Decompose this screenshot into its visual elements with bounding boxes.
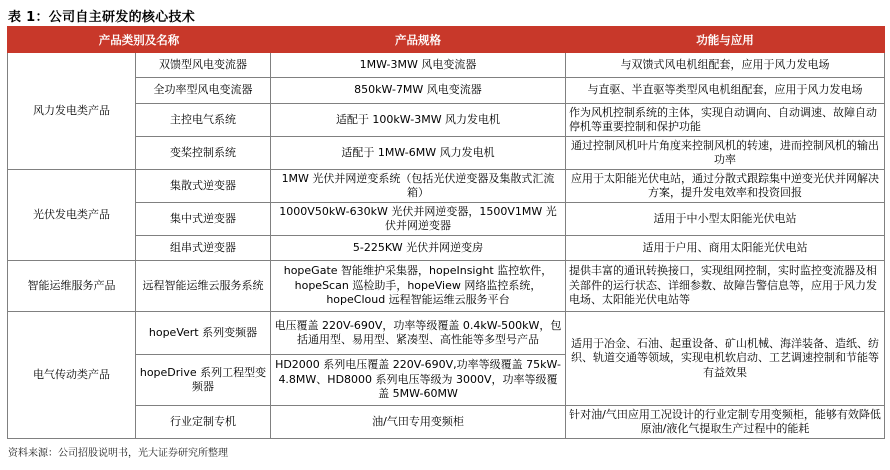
table-row: [8, 137, 885, 170]
spec-cell: 1MW-3MW 风电变流器: [271, 53, 566, 78]
spec-cell: 1000V50kW-630kW 光伏并网逆变器，1500V1MW 光伏并网逆变器: [271, 203, 566, 236]
product-name-cell: 集散式逆变器: [136, 170, 271, 203]
header-spec: 产品规格: [271, 27, 566, 53]
core-tech-table: [7, 26, 885, 439]
table-row: [8, 236, 885, 261]
header-function: 功能与应用: [566, 27, 885, 53]
product-name-cell: 主控电气系统: [136, 104, 271, 137]
table-header-row: [8, 27, 885, 53]
source-note: 资料来源：公司招股说明书，光大证券研究所整理: [8, 448, 228, 459]
product-name-cell: 集中式逆变器: [136, 203, 271, 236]
table-row: [8, 170, 885, 203]
product-name-cell: 组串式逆变器: [136, 236, 271, 261]
function-cell: 应用于太阳能光伏电站，通过分散式跟踪集中逆变光伏并网解决方案，提升发电效率和投资回报: [566, 170, 885, 203]
function-cell: 通过控制风机叶片角度来控制风机的转速，进而控制风机的输出功率: [566, 137, 885, 170]
category-cell: 智能运维服务产品: [8, 261, 136, 312]
spec-cell: 1MW 光伏并网逆变系统（包括光伏逆变器及集散式汇流箱）: [271, 170, 566, 203]
table-row: [8, 104, 885, 137]
spec-cell: HD2000 系列电压覆盖 220V-690V,功率等级覆盖 75kW-4.8MW、HD8000 系列电压等级为 3000V，功率等级覆盖 5MW-60MW: [271, 355, 566, 406]
table-row: [8, 203, 885, 236]
function-cell: 与直驱、半直驱等类型风电机组配套，应用于风力发电场: [566, 78, 885, 104]
function-cell: 适用于中小型太阳能光伏电站: [566, 203, 885, 236]
function-cell: 作为风机控制系统的主体，实现自动调向、自动调速、故障自动停机等重要控制和保护功能: [566, 104, 885, 137]
function-cell: 与双馈式风电机组配套，应用于风力发电场: [566, 53, 885, 78]
function-cell-merged: 适用于冶金、石油、起重设备、矿山机械、海洋装备、造纸、纺织、轨道交通等领域，实现电机软启动、工艺调速控制和节能等有益效果: [566, 312, 885, 406]
product-name-cell: 行业定制专机: [136, 406, 271, 439]
spec-cell: 适配于 100kW-3MW 风力发电机: [271, 104, 566, 137]
product-name-cell: hopeDrive 系列工程型变频器: [136, 355, 271, 406]
table-row: [8, 78, 885, 104]
category-cell: 光伏发电类产品: [8, 170, 136, 261]
category-cell: 风力发电类产品: [8, 53, 136, 170]
table-title: 表 1：公司自主研发的核心技术: [8, 10, 196, 25]
table-row: [8, 312, 885, 355]
table-row: [8, 53, 885, 78]
spec-cell: 电压覆盖 220V-690V，功率等级覆盖 0.4kW-500kW，包括通用型、易用型、紧凑型、高性能等多型号产品: [271, 312, 566, 355]
spec-cell: 5-225KW 光伏并网逆变房: [271, 236, 566, 261]
header-category: 产品类别及名称: [8, 27, 271, 53]
function-cell: 针对油/气田应用工况设计的行业定制专用变频柜，能够有效降低原油/液化气提取生产过程中的能耗: [566, 406, 885, 439]
spec-cell: 油/气田专用变频柜: [271, 406, 566, 439]
function-cell: 适用于户用、商用太阳能光伏电站: [566, 236, 885, 261]
category-cell: 电气传动类产品: [8, 312, 136, 439]
spec-cell: 适配于 1MW-6MW 风力发电机: [271, 137, 566, 170]
table-row: [8, 261, 885, 312]
table-row: [8, 406, 885, 439]
product-name-cell: 双馈型风电变流器: [136, 53, 271, 78]
function-cell: 提供丰富的通讯转换接口，实现组网控制，实时监控变流器及相关部件的运行状态、详细参数、故障告警信息等，应用于风力发电场、太阳能光伏电站等: [566, 261, 885, 312]
spec-cell: 850kW-7MW 风电变流器: [271, 78, 566, 104]
product-name-cell: 全功率型风电变流器: [136, 78, 271, 104]
product-name-cell: 远程智能运维云服务系统: [136, 261, 271, 312]
product-name-cell: 变桨控制系统: [136, 137, 271, 170]
product-name-cell: hopeVert 系列变频器: [136, 312, 271, 355]
spec-cell: hopeGate 智能维护采集器，hopeInsight 监控软件，hopeScan 巡检助手，hopeView 网络监控系统，hopeCloud 远程智能运维云服务平台: [271, 261, 566, 312]
